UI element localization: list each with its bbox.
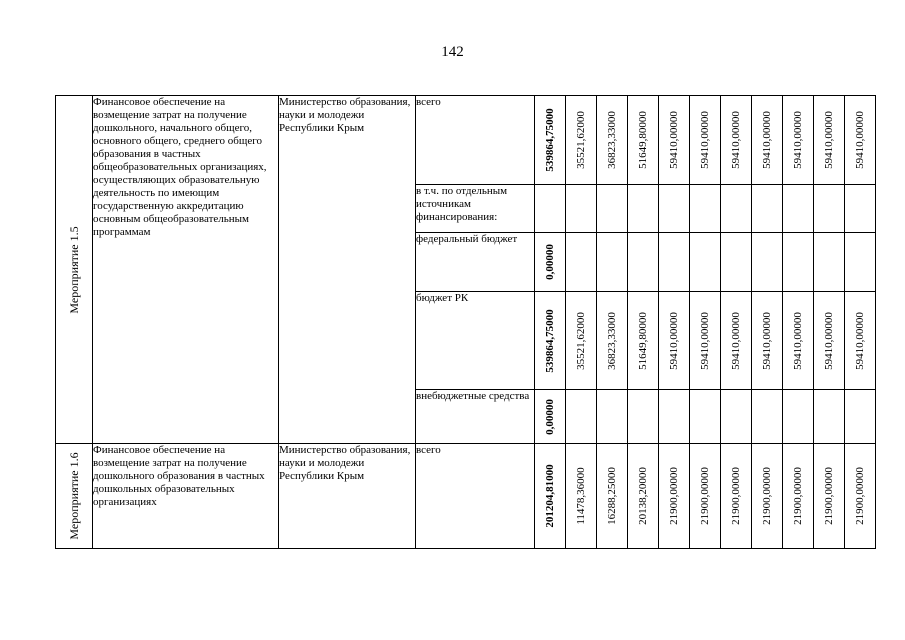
year-value-cell — [628, 233, 659, 292]
funding-source: федеральный бюджет — [416, 233, 535, 292]
year-value-cell — [752, 96, 783, 185]
measure-id: Мероприятие 1.6 — [67, 452, 81, 540]
year-value-cell — [845, 292, 876, 390]
amount-value: 539864,75000 — [544, 308, 556, 373]
year-value-cell — [659, 185, 690, 233]
year-value-cell — [814, 185, 845, 233]
funding-source: в т.ч. по отдельным источникам финансирования: — [416, 185, 535, 233]
year-value-cell — [566, 390, 597, 444]
year-value-cell — [721, 390, 752, 444]
year-value-cell — [597, 390, 628, 444]
measure-id-cell — [56, 96, 93, 444]
year-value-cell — [566, 185, 597, 233]
funding-source: всего — [416, 96, 535, 185]
amount-value: 51649,80000 — [637, 311, 649, 370]
amount-value: 59410,00000 — [761, 311, 773, 370]
amount-value: 539864,75000 — [544, 108, 556, 172]
year-value-cell — [628, 390, 659, 444]
measure-id-cell — [56, 444, 93, 549]
year-value-cell — [845, 390, 876, 444]
year-value-cell — [721, 444, 752, 549]
total-value-cell — [535, 390, 566, 444]
year-value-cell — [659, 233, 690, 292]
year-value-cell — [752, 292, 783, 390]
year-value-cell — [783, 96, 814, 185]
year-value-cell — [721, 96, 752, 185]
amount-value: 21900,00000 — [761, 467, 773, 525]
measure-executor: Министерство образования, науки и молодежи Республики Крым — [279, 444, 416, 549]
year-value-cell — [659, 444, 690, 549]
year-value-cell — [721, 185, 752, 233]
amount-value: 21900,00000 — [699, 467, 711, 525]
amount-value: 16288,25000 — [606, 467, 618, 525]
year-value-cell — [690, 292, 721, 390]
table-row — [56, 444, 876, 549]
funding-source: всего — [416, 444, 535, 549]
year-value-cell — [814, 390, 845, 444]
year-value-cell — [752, 185, 783, 233]
year-value-cell — [597, 444, 628, 549]
page-number: 142 — [441, 44, 464, 60]
amount-value: 35521,62000 — [575, 111, 587, 169]
amount-value: 21900,00000 — [668, 467, 680, 525]
total-value-cell — [535, 292, 566, 390]
amount-value: 201204,81000 — [544, 464, 556, 528]
year-value-cell — [783, 444, 814, 549]
year-value-cell — [690, 185, 721, 233]
year-value-cell — [566, 292, 597, 390]
amount-value: 59410,00000 — [761, 111, 773, 169]
measure-id: Мероприятие 1.5 — [67, 225, 81, 314]
funding-source: бюджет РК — [416, 292, 535, 390]
amount-value: 0,00000 — [544, 244, 556, 280]
year-value-cell — [597, 185, 628, 233]
year-value-cell — [628, 185, 659, 233]
year-value-cell — [690, 96, 721, 185]
year-value-cell — [659, 96, 690, 185]
amount-value: 59410,00000 — [699, 111, 711, 169]
total-value-cell — [535, 444, 566, 549]
amount-value: 59410,00000 — [668, 111, 680, 169]
year-value-cell — [597, 233, 628, 292]
amount-value: 21900,00000 — [792, 467, 804, 525]
total-value-cell — [535, 233, 566, 292]
budget-table — [55, 95, 876, 549]
year-value-cell — [566, 444, 597, 549]
amount-value: 59410,00000 — [668, 311, 680, 370]
total-value-cell — [535, 185, 566, 233]
year-value-cell — [814, 233, 845, 292]
amount-value: 51649,80000 — [637, 111, 649, 169]
year-value-cell — [721, 233, 752, 292]
year-value-cell — [566, 233, 597, 292]
amount-value: 35521,62000 — [575, 311, 587, 370]
year-value-cell — [628, 292, 659, 390]
year-value-cell — [566, 96, 597, 185]
year-value-cell — [845, 96, 876, 185]
amount-value: 59410,00000 — [730, 311, 742, 370]
year-value-cell — [628, 444, 659, 549]
year-value-cell — [690, 390, 721, 444]
year-value-cell — [845, 185, 876, 233]
year-value-cell — [721, 292, 752, 390]
year-value-cell — [845, 444, 876, 549]
year-value-cell — [752, 390, 783, 444]
amount-value: 59410,00000 — [854, 311, 866, 370]
amount-value: 20138,20000 — [637, 467, 649, 525]
amount-value: 11478,36000 — [575, 467, 587, 525]
amount-value: 21900,00000 — [730, 467, 742, 525]
year-value-cell — [814, 444, 845, 549]
amount-value: 59410,00000 — [823, 311, 835, 370]
year-value-cell — [597, 96, 628, 185]
amount-value: 59410,00000 — [699, 311, 711, 370]
year-value-cell — [659, 292, 690, 390]
amount-value: 59410,00000 — [792, 311, 804, 370]
year-value-cell — [752, 444, 783, 549]
measure-executor: Министерство образования, науки и молодежи Республики Крым — [279, 96, 416, 444]
year-value-cell — [783, 390, 814, 444]
year-value-cell — [752, 233, 783, 292]
year-value-cell — [814, 292, 845, 390]
year-value-cell — [845, 233, 876, 292]
year-value-cell — [783, 185, 814, 233]
measure-description: Финансовое обеспечение на возмещение затрат на получение дошкольного образования в частных дошкольных образовательных организациях — [93, 444, 279, 549]
year-value-cell — [783, 292, 814, 390]
table-row — [56, 96, 876, 185]
funding-source: внебюджетные средства — [416, 390, 535, 444]
amount-value: 36823,33000 — [606, 311, 618, 370]
amount-value: 21900,00000 — [823, 467, 835, 525]
year-value-cell — [690, 444, 721, 549]
amount-value: 21900,00000 — [854, 467, 866, 525]
amount-value: 59410,00000 — [792, 111, 804, 169]
measure-description: Финансовое обеспечение на возмещение затрат на получение дошкольного, начального общего, основного общего, среднего общего образования в частных общеобразовательных организациях, осуществляющих образовательную деятельность по имеющим государственную аккредитацию основным общеобразовательным программам — [93, 96, 279, 444]
amount-value: 59410,00000 — [730, 111, 742, 169]
year-value-cell — [814, 96, 845, 185]
year-value-cell — [783, 233, 814, 292]
year-value-cell — [628, 96, 659, 185]
amount-value: 36823,33000 — [606, 111, 618, 169]
year-value-cell — [659, 390, 690, 444]
amount-value: 0,00000 — [544, 398, 556, 435]
total-value-cell — [535, 96, 566, 185]
amount-value: 59410,00000 — [854, 111, 866, 169]
year-value-cell — [690, 233, 721, 292]
amount-value: 59410,00000 — [823, 111, 835, 169]
year-value-cell — [597, 292, 628, 390]
